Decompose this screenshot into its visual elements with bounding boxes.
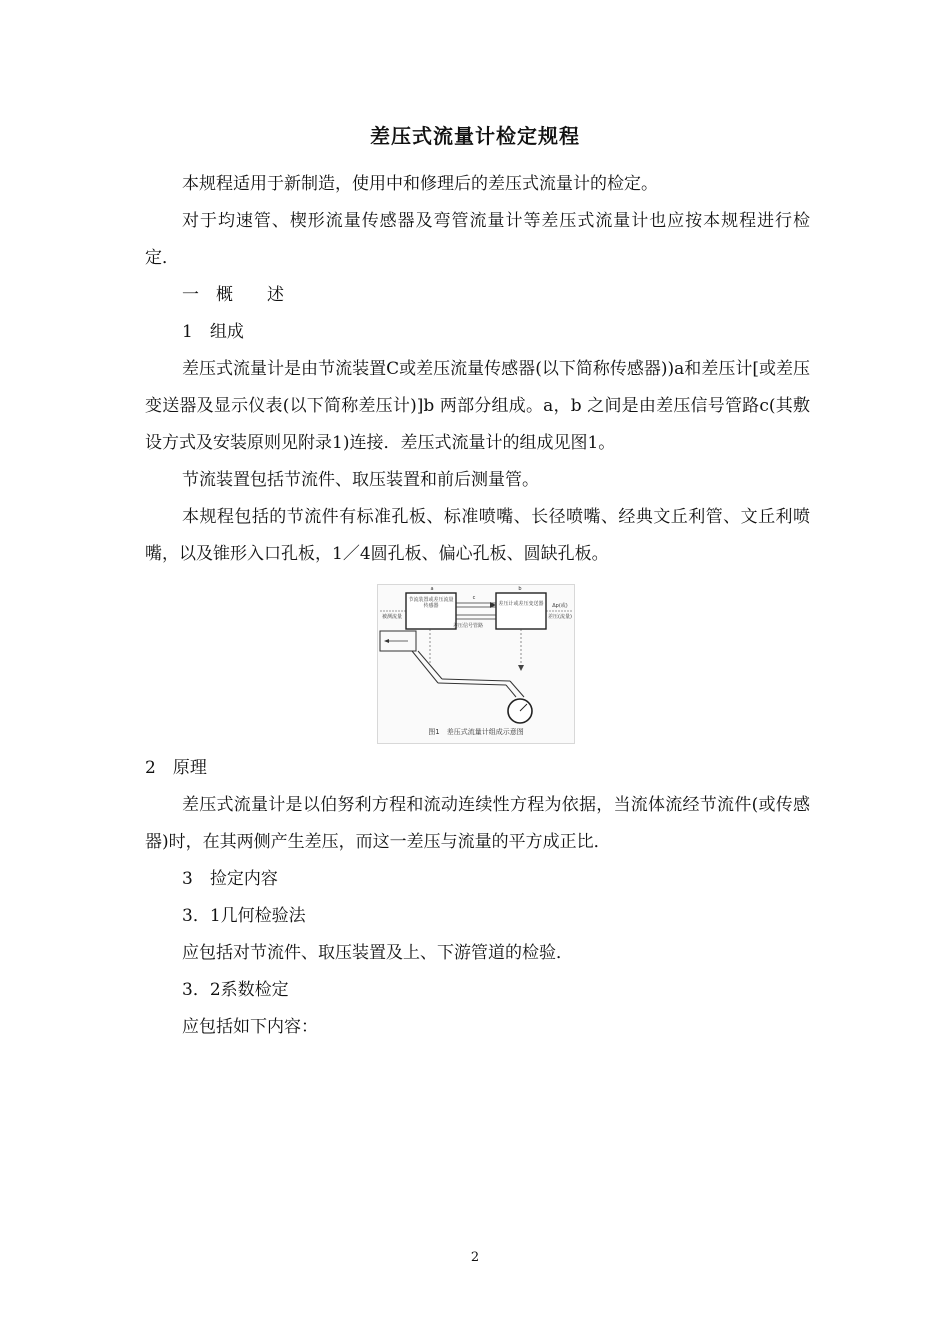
figure-mark-b: b bbox=[518, 586, 522, 592]
figure-pipe-label: 差压信号管路 bbox=[452, 623, 483, 629]
section-heading-principle: 2 原理 bbox=[145, 758, 207, 778]
subsection-heading-coefficient: 3．2系数检定 bbox=[182, 980, 289, 1000]
figure-box-b-label: 差压计或差压变送器 bbox=[498, 601, 544, 607]
paragraph-principle: 差压式流量计是以伯努利方程和流动连续性方程为依据，当流体流经节流件(或传感器)时，在其两侧产生差压，而这一差压与流量的平方成正比． bbox=[145, 795, 810, 852]
subsection-heading-composition: 1 组成 bbox=[182, 322, 244, 342]
figure-box-a-label: 节流装置或差压流量传感器 bbox=[408, 597, 454, 609]
figure-right-bottom-label: 差压(流量) bbox=[548, 614, 572, 620]
paragraph-throttling-device: 节流装置包括节流件、取压装置和前后测量管。 bbox=[182, 470, 539, 490]
paragraph-coefficient: 应包括如下内容： bbox=[182, 1017, 318, 1037]
subsection-heading-geometric: 3．1几何检验法 bbox=[182, 906, 306, 926]
document-title: 差压式流量计检定规程 bbox=[370, 124, 580, 148]
figure-mark-c: c bbox=[472, 595, 476, 601]
paragraph-applicability: 对于均速管、楔形流量传感器及弯管流量计等差压式流量计也应按本规程进行检定． bbox=[145, 211, 810, 268]
figure-caption: 图1 差压式流量计组成示意图 bbox=[428, 728, 524, 736]
page-number: 2 bbox=[470, 1250, 480, 1265]
paragraph-throttling-elements: 本规程包括的节流件有标准孔板、标准喷嘴、长径喷嘴、经典文丘利管、文丘利喷嘴，以及锥形入口孔板，1／4圆孔板、偏心孔板、圆缺孔板。 bbox=[145, 507, 810, 564]
section-heading-overview: 一 概 述 bbox=[182, 285, 284, 305]
paragraph-scope: 本规程适用于新制造，使用中和修理后的差压式流量计的检定。 bbox=[182, 174, 658, 194]
figure-left-label: 被测流量 bbox=[381, 614, 402, 620]
figure-right-top-label: Δp(或) bbox=[552, 603, 568, 609]
paragraph-geometric: 应包括对节流件、取压装置及上、下游管道的检验． bbox=[182, 943, 573, 963]
paragraph-composition: 差压式流量计是由节流装置C或差压流量传感器(以下简称传感器))a和差压计[或差压变送器及显示仪表(以下简称差压计)]b 两部分组成。a，b 之间是由差压信号管路c(其敷设方式及安装原则见附录1)连接．差压式流量计的组成见图1。 bbox=[145, 359, 810, 453]
section-heading-verification: 3 捡定内容 bbox=[182, 869, 278, 889]
figure-flowmeter-diagram bbox=[377, 584, 575, 744]
figure-mark-a: a bbox=[430, 586, 434, 592]
